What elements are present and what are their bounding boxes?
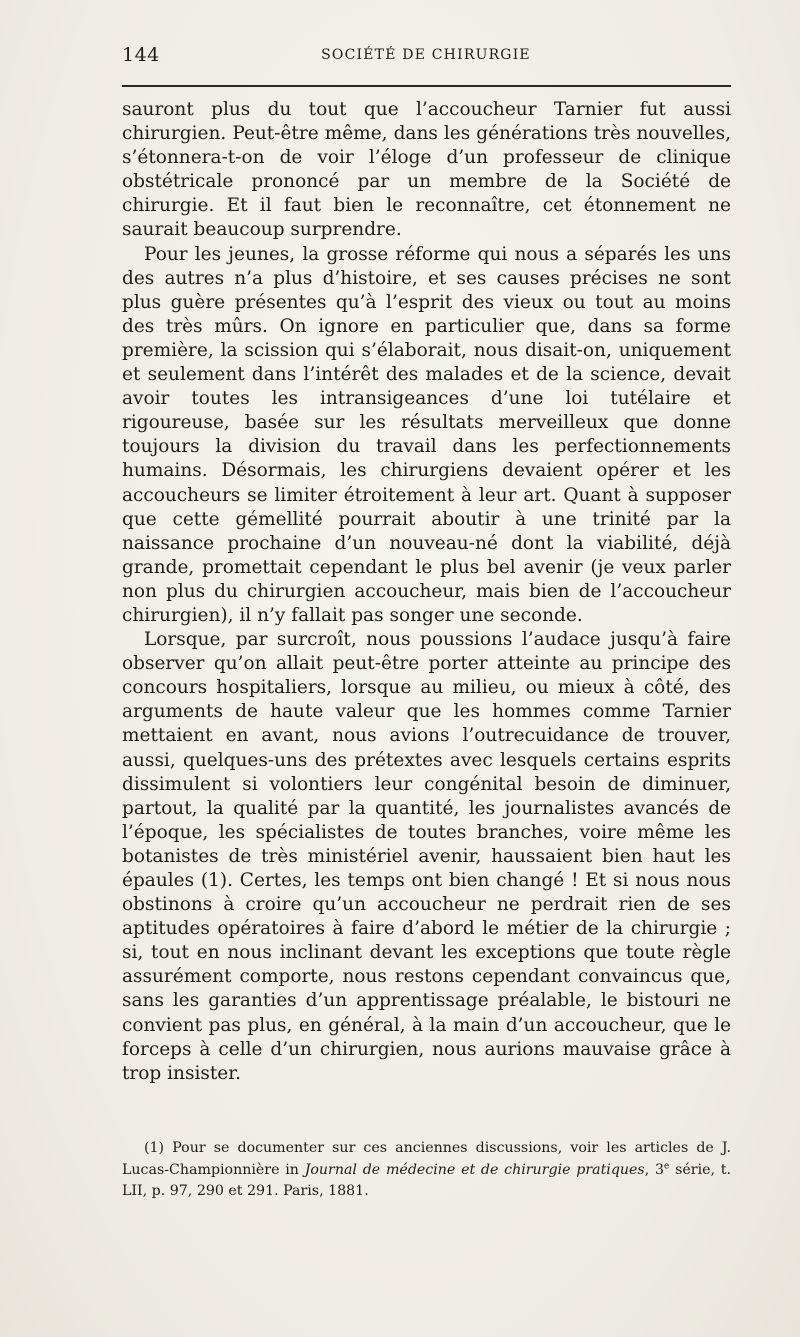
footnote-prefix: (1) Pour se documenter sur ces anciennes discussions, voir les articles de J. Lucas-Championnière in <box>122 1140 731 1178</box>
page-header <box>122 44 730 72</box>
page-number: 144 <box>122 44 160 66</box>
body-text <box>122 98 731 1086</box>
paragraph: Pour les jeunes, la grosse réforme qui nous a séparés les uns des autres n’a plus d’histoire, et ses causes précises ne sont plus guère présentes qu’à l’esprit des vieux ou tout au moins des très mûrs. On ignore en particulier que, dans sa forme première, la scission qui s’élaborait, nous disait-on, uniquement et seulement dans l’intérêt des malades et de la science, devait avoir toutes les intransigeances d’une loi tutélaire et rigoureuse, basée sur les résultats merveilleux que donne toujours la division du travail dans les perfectionnements humains. Désormais, les chirurgiens devaient opérer et les accoucheurs se limiter étroitement à leur art. Quant à supposer que cette gémellité pourrait aboutir à une trinité par la naissance prochaine d’un nouveau-né dont la viabilité, déjà grande, promettait cependant le plus bel avenir (je veux parler non plus du chirurgien accoucheur, mais bien de l’accoucheur chirurgien), il n’y fallait pas songer une seconde. <box>122 243 731 626</box>
header-rule <box>122 85 731 87</box>
footnote-suffix: série, t. LII, p. 97, 290 et 291. Paris, 1881. <box>122 1161 731 1199</box>
footnote-text <box>122 1138 731 1203</box>
paragraph: Lorsque, par surcroît, nous poussions l’audace jusqu’à faire observer qu’on allait peut-être porter atteinte au principe des concours hospitaliers, lorsque au milieu, ou mieux à côté, des arguments de haute valeur que les hommes comme Tarnier mettaient en avant, nous avions l’outrecuidance de trouver, aussi, quelques-uns des prétextes avec lesquels certains esprits dissimulent si volontiers leur congénital besoin de diminuer, partout, la qualité par la quantité, les journalistes avancés de l’époque, les spécialistes de toutes branches, voire même les botanistes de très ministériel avenir, haussaient bien haut les épaules (1). Certes, les temps ont bien changé ! Et si nous nous obstinons à croire qu’un accoucheur ne perdrait rien de ses aptitudes opératoires à faire d’abord le métier de la chirurgie ; si, tout en nous inclinant devant les exceptions que toute règle assurément comporte, nous restons cependant convaincus que, sans les garanties d’un apprentissage préalable, le bistouri ne convient pas plus, en général, à la main d’un accoucheur, que le forceps à celle d’un chirurgien, nous aurions mauvaise grâce à trop insister. <box>122 629 731 1084</box>
footnote-separator: , <box>644 1161 655 1178</box>
footnote <box>122 1138 731 1203</box>
footnote-series-number: 3 <box>655 1161 665 1178</box>
running-title: SOCIÉTÉ DE CHIRURGIE <box>321 47 531 63</box>
footnote-journal: Journal de médecine et de chirurgie pratiques <box>304 1161 645 1178</box>
paragraph: sauront plus du tout que l’accoucheur Tarnier fut aussi chirurgien. Peut-être même, dans les générations très nouvelles, s’étonnera-t-on de voir l’éloge d’un professeur de clinique obstétricale prononcé par un membre de la Société de chirurgie. Et il faut bien le reconnaître, cet étonnement ne saurait beaucoup surprendre. <box>122 99 731 241</box>
footnote-series-sup: e <box>664 1160 670 1171</box>
